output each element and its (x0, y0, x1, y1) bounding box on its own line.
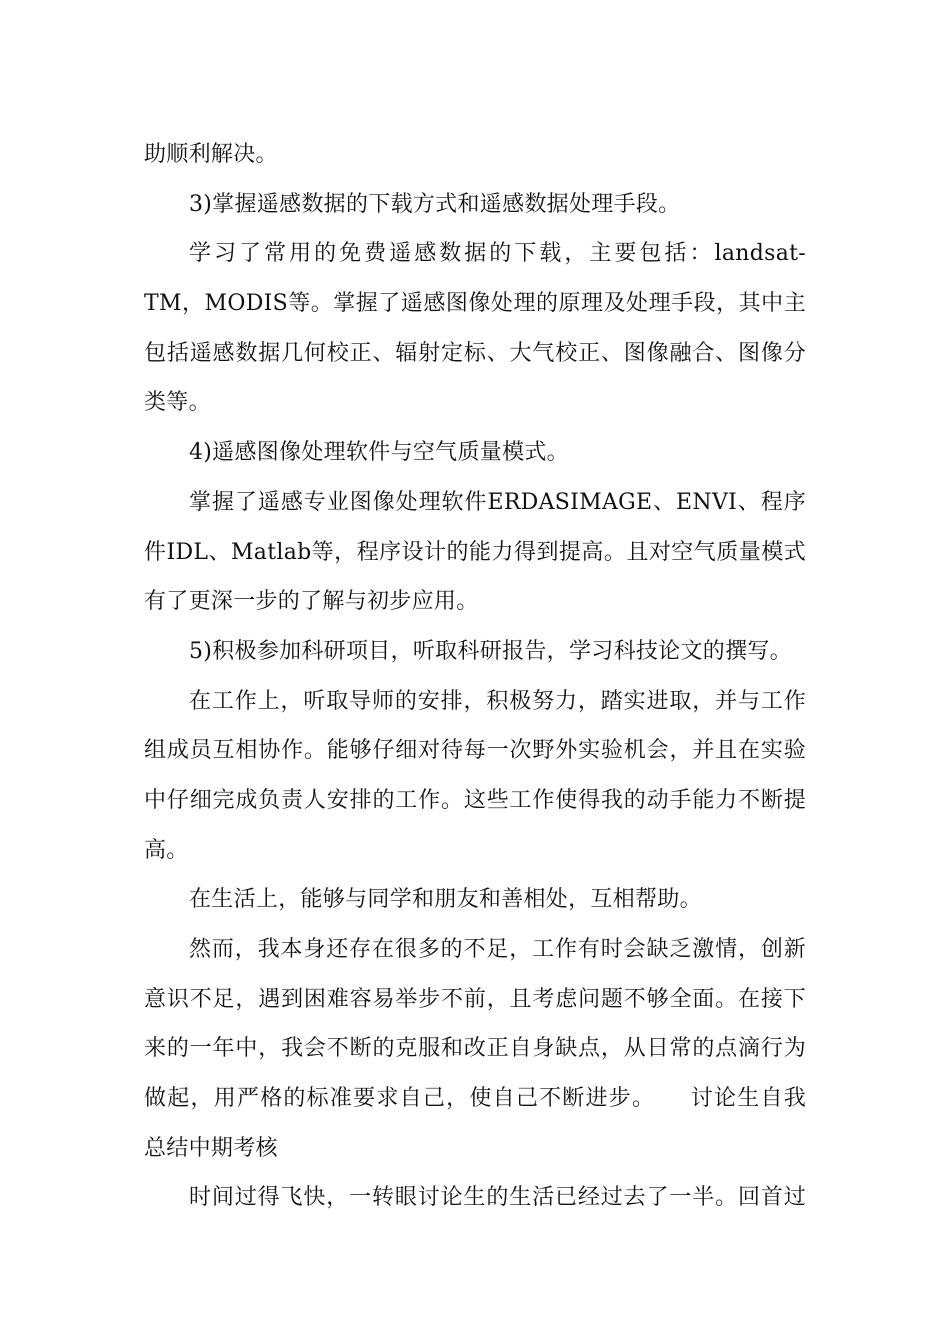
text-line: 中仔细完成负责人安排的工作。这些工作使得我的动手能力不断提 (144, 787, 806, 813)
text-line: 意识不足，遇到困难容易举步不前，且考虑问题不够全面。在接下 (144, 986, 806, 1012)
text-line: 做起，用严格的标准要求自己，使自己不断进步。 讨论生自我 (144, 1086, 806, 1112)
text-line: 在工作上，听取导师的安排，积极努力，踏实进取，并与工作 (189, 688, 806, 714)
text-line: 组成员互相协作。能够仔细对待每一次野外实验机会，并且在实验 (144, 738, 806, 764)
text-line: 然而，我本身还存在很多的不足，工作有时会缺乏激情，创新 (189, 937, 806, 962)
text-line: 4)遥感图像处理软件与空气质量模式。 (189, 440, 569, 466)
text-line: 件IDL、Matlab等，程序设计的能力得到提高。且对空气质量模式 (144, 539, 806, 565)
text-line: 高。 (144, 837, 189, 863)
text-line: TM，MODIS等。掌握了遥感图像处理的原理及处理手段，其中主 (144, 291, 806, 317)
text-line: 5)积极参加科研项目，听取科研报告，学习科技论文的撰写。 (189, 638, 792, 664)
text-line: 类等。 (144, 390, 211, 416)
text-line: 在生活上，能够与同学和朋友和善相处，互相帮助。 (189, 887, 702, 913)
document-body (144, 130, 806, 1223)
text-line: 助顺利解决。 (144, 142, 278, 167)
text-line: 时间过得飞快，一转眼讨论生的生活已经过去了一半。回首过 (189, 1185, 806, 1211)
text-line: 学习了常用的免费遥感数据的下载，主要包括：landsat- (189, 241, 806, 267)
text-line: 包括遥感数据几何校正、辐射定标、大气校正、图像融合、图像分 (144, 340, 806, 366)
text-line: 掌握了遥感专业图像处理软件ERDASIMAGE、ENVI、程序 (189, 489, 806, 515)
text-line: 3)掌握遥感数据的下载方式和遥感数据处理手段。 (189, 191, 681, 217)
text-line: 来的一年中，我会不断的克服和改正自身缺点，从日常的点滴行为 (144, 1036, 806, 1062)
text-line: 有了更深一步的了解与初步应用。 (144, 589, 479, 615)
text-line: 总结中期考核 (144, 1135, 278, 1161)
